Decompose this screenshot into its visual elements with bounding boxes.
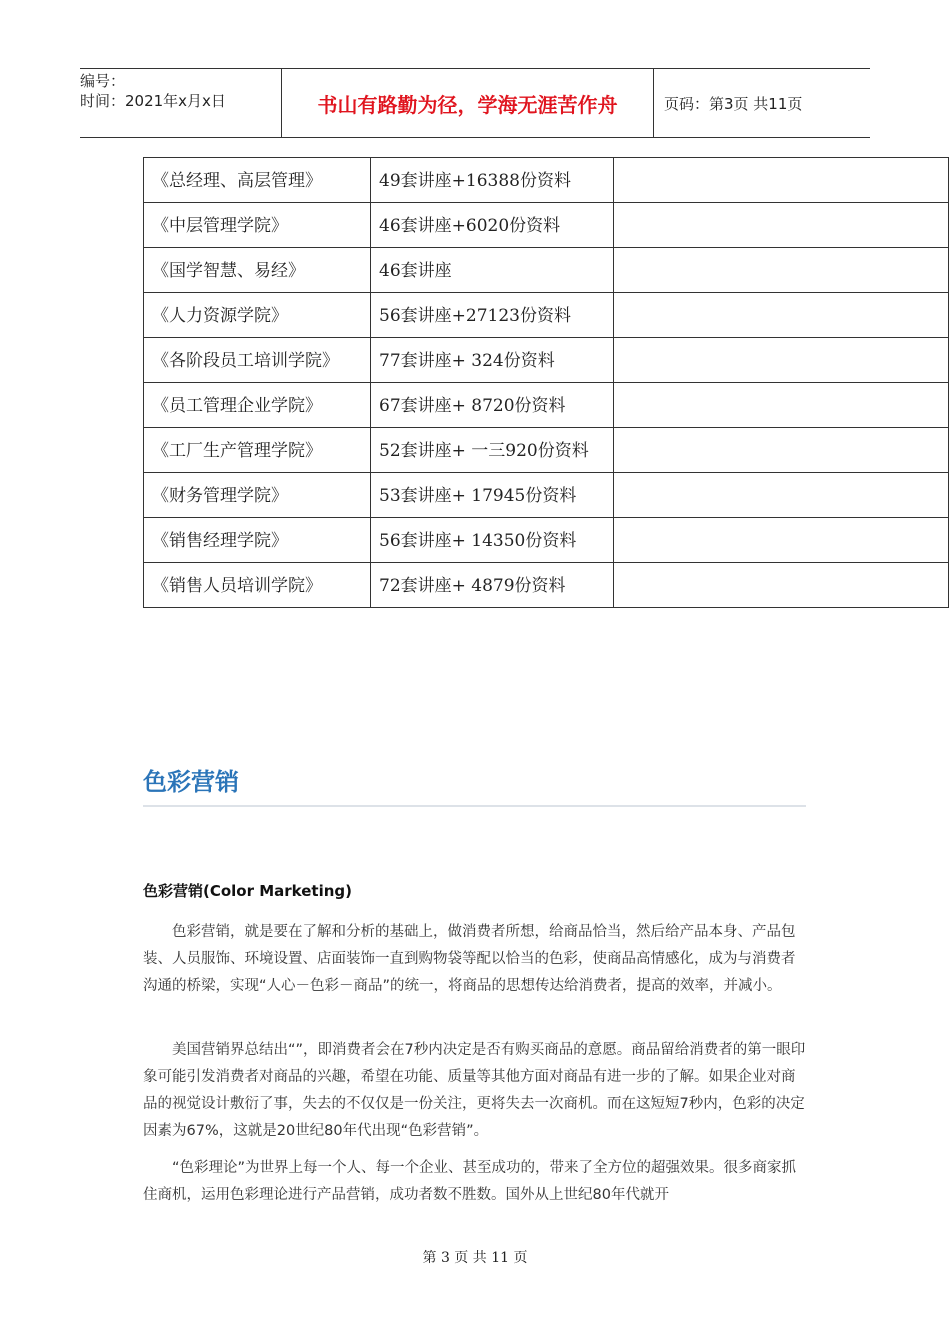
course-content-cell: 67套讲座+ 8720份资料: [371, 383, 614, 428]
course-name-cell: 《销售人员培训学院》: [144, 563, 371, 608]
course-note-cell: [614, 428, 949, 473]
table-row: [144, 203, 949, 248]
course-content-cell: 77套讲座+ 324份资料: [371, 338, 614, 383]
section-title: 色彩营销: [143, 762, 806, 807]
course-name-cell: 《工厂生产管理学院》: [144, 428, 371, 473]
section-subtitle: 色彩营销(Color Marketing): [143, 882, 353, 900]
course-content-cell: 53套讲座+ 17945份资料: [371, 473, 614, 518]
document-number-label: 编号：: [80, 72, 126, 90]
course-name-cell: 《国学智慧、易经》: [144, 248, 371, 293]
header-motto: 书山有路勤为径，学海无涯苦作舟: [317, 92, 618, 117]
table-row: [144, 338, 949, 383]
header-meta: [80, 69, 282, 137]
catalog-table-body: [144, 158, 949, 608]
course-note-cell: [614, 248, 949, 293]
course-name-cell: 《各阶段员工培训学院》: [144, 338, 371, 383]
course-content-cell: 49套讲座+16388份资料: [371, 158, 614, 203]
course-note-cell: [614, 518, 949, 563]
header-page-info: 页码：第3页 共11页: [664, 94, 803, 113]
table-row: [144, 473, 949, 518]
table-row: [144, 158, 949, 203]
course-note-cell: [614, 563, 949, 608]
table-row: [144, 563, 949, 608]
course-name-cell: 《总经理、高层管理》: [144, 158, 371, 203]
course-content-cell: 72套讲座+ 4879份资料: [371, 563, 614, 608]
course-name-cell: 《销售经理学院》: [144, 518, 371, 563]
table-row: [144, 383, 949, 428]
page-footer: 第 3 页 共 11 页: [422, 1250, 528, 1266]
body-paragraph: 色彩营销，就是要在了解和分析的基础上，做消费者所想，给商品恰当，然后给产品本身、产品包装、人员服饰、环境设置、店面装饰一直到购物袋等配以恰当的色彩，使商品高情感化，成为与消费者沟通的桥梁，实现“人心－色彩－商品”的统一，将商品的思想传达给消费者，提高的效率，并减小。: [143, 924, 796, 994]
course-note-cell: [614, 203, 949, 248]
course-name-cell: 《人力资源学院》: [144, 293, 371, 338]
document-time-label: 时间：2021年x月x日: [80, 92, 226, 110]
course-name-cell: 《中层管理学院》: [144, 203, 371, 248]
table-row: [144, 248, 949, 293]
course-note-cell: [614, 293, 949, 338]
page-header: [80, 68, 870, 138]
course-content-cell: 46套讲座+6020份资料: [371, 203, 614, 248]
course-note-cell: [614, 473, 949, 518]
course-note-cell: [614, 383, 949, 428]
table-row: [144, 518, 949, 563]
course-content-cell: 46套讲座: [371, 248, 614, 293]
course-note-cell: [614, 158, 949, 203]
table-row: [144, 293, 949, 338]
course-name-cell: 《财务管理学院》: [144, 473, 371, 518]
body-paragraph: “色彩理论”为世界上每一个人、每一个企业、甚至成功的，带来了全方位的超强效果。很多商家抓住商机，运用色彩理论进行产品营销，成功者数不胜数。国外从上世纪80年代就开: [143, 1160, 797, 1203]
course-note-cell: [614, 338, 949, 383]
course-content-cell: 56套讲座+ 14350份资料: [371, 518, 614, 563]
course-content-cell: 56套讲座+27123份资料: [371, 293, 614, 338]
course-name-cell: 《员工管理企业学院》: [144, 383, 371, 428]
table-row: [144, 428, 949, 473]
catalog-table: [143, 157, 949, 608]
body-paragraph: 美国营销界总结出“”，即消费者会在7秒内决定是否有购买商品的意愿。商品留给消费者的第一眼印象可能引发消费者对商品的兴趣，希望在功能、质量等其他方面对商品有进一步的了解。如果企业对商品的视觉设计敷衍了事，失去的不仅仅是一份关注，更将失去一次商机。而在这短短7秒内，色彩的决定因素为67%，这就是20世纪80年代出现“色彩营销”。: [143, 1042, 806, 1139]
course-content-cell: 52套讲座+ 一三920份资料: [371, 428, 614, 473]
header-motto-cell: [282, 69, 654, 137]
